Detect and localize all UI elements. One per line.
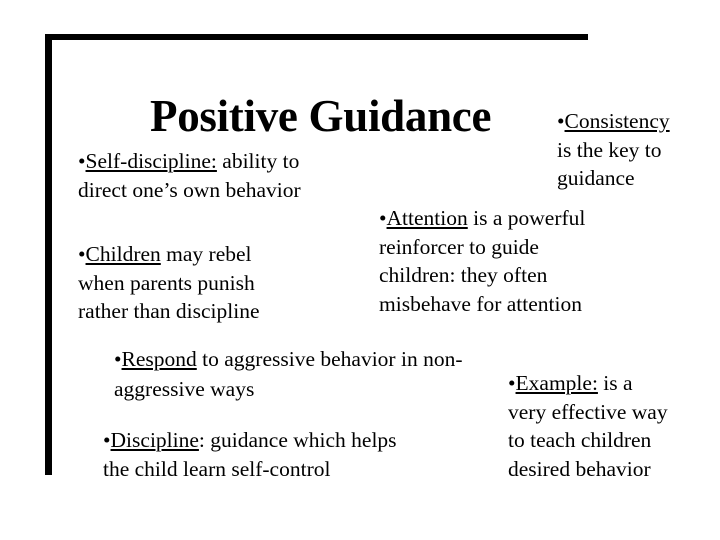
bullet-discipline <box>103 426 397 483</box>
slide-border-top <box>47 34 588 40</box>
term-self-discipline: Self-discipline: <box>85 149 217 173</box>
bullet-self-discipline <box>78 147 301 204</box>
bullet-line: very effective way <box>508 399 668 424</box>
term-respond: Respond <box>121 347 197 371</box>
term-discipline: Discipline <box>110 428 199 452</box>
bullet-line: desired behavior <box>508 456 651 481</box>
bullet-text: is a powerful <box>467 206 586 230</box>
term-example: Example: <box>515 371 598 395</box>
bullet-text: is a <box>597 371 633 395</box>
bullet-text: may rebel <box>160 242 252 266</box>
bullet-line: to teach children <box>508 428 652 452</box>
bullet-icon: • <box>78 242 86 266</box>
bullet-line: when parents punish <box>78 270 255 295</box>
bullet-example <box>508 369 668 483</box>
bullet-line: rather than discipline <box>78 299 260 323</box>
term-consistency: Consistency <box>564 109 670 133</box>
bullet-text: to aggressive behavior in non- <box>196 347 463 371</box>
bullet-line: aggressive ways <box>114 377 255 401</box>
bullet-icon: • <box>114 347 122 371</box>
bullet-children <box>78 240 260 326</box>
bullet-icon: • <box>557 109 565 133</box>
term-attention: Attention <box>386 206 468 230</box>
bullet-consistency <box>557 107 670 193</box>
bullet-line: the child learn self-control <box>103 456 331 481</box>
bullet-text: ability to <box>216 149 300 173</box>
bullet-respond <box>114 344 462 404</box>
term-children: Children <box>85 242 161 266</box>
bullet-icon: • <box>379 206 387 230</box>
bullet-line: is the key to <box>557 137 662 162</box>
bullet-line: misbehave for attention <box>379 291 582 316</box>
bullet-line: children: they often <box>379 263 548 287</box>
bullet-attention <box>379 204 585 318</box>
bullet-line: guidance <box>557 166 635 190</box>
slide-border-left <box>45 34 52 475</box>
bullet-text: : guidance which helps <box>198 428 397 452</box>
bullet-icon: • <box>103 428 111 452</box>
bullet-line: direct one’s own behavior <box>78 177 301 202</box>
bullet-icon: • <box>508 371 516 395</box>
bullet-line: reinforcer to guide <box>379 234 539 259</box>
slide-title: Positive Guidance <box>150 91 492 141</box>
bullet-icon: • <box>78 149 86 173</box>
